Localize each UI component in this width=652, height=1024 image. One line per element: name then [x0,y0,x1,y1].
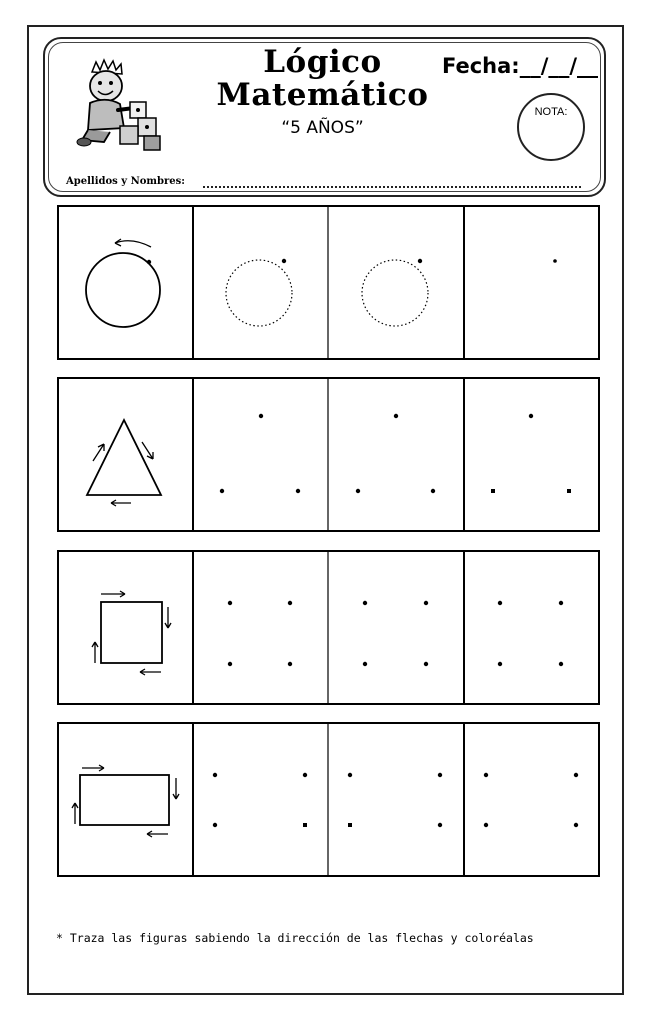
rectangle-dots[interactable] [484,773,578,827]
dotted-circle-trace[interactable] [226,259,292,326]
square-dots[interactable] [363,601,428,666]
example-circle [86,239,160,327]
square-dots[interactable] [498,601,563,666]
rectangle-dots[interactable] [213,773,307,827]
worksheet-row-triangle [57,377,600,532]
example-rectangle [72,765,179,837]
child-blocks-icon [74,58,169,153]
worksheet-row-rectangle [57,722,600,877]
example-square [92,591,171,675]
grade-circle[interactable] [517,93,585,161]
instruction-text: * Traza las figuras sabiendo la dirección de las flechas y coloréalas [56,931,534,945]
grade-label: NOTA: [534,106,568,118]
square-dots[interactable] [228,601,292,666]
name-label: Apellidos y Nombres: [66,176,185,187]
page-title [200,46,445,112]
rectangle-dots[interactable] [348,773,442,827]
title-line-2: Matemático [216,77,429,113]
example-triangle [87,420,161,506]
worksheet-row-circle [57,205,600,360]
date-field[interactable]: Fecha:__/__/__ [442,54,599,78]
name-field[interactable] [203,186,581,188]
worksheet-row-square [57,550,600,705]
start-dot[interactable] [553,259,557,263]
age-subtitle: “5 AÑOS” [281,118,364,138]
triangle-dots[interactable] [220,414,300,493]
title-line-1: Lógico [263,44,382,80]
triangle-dots[interactable] [491,414,571,493]
triangle-dots[interactable] [356,414,435,493]
dotted-circle-trace[interactable] [362,259,428,326]
